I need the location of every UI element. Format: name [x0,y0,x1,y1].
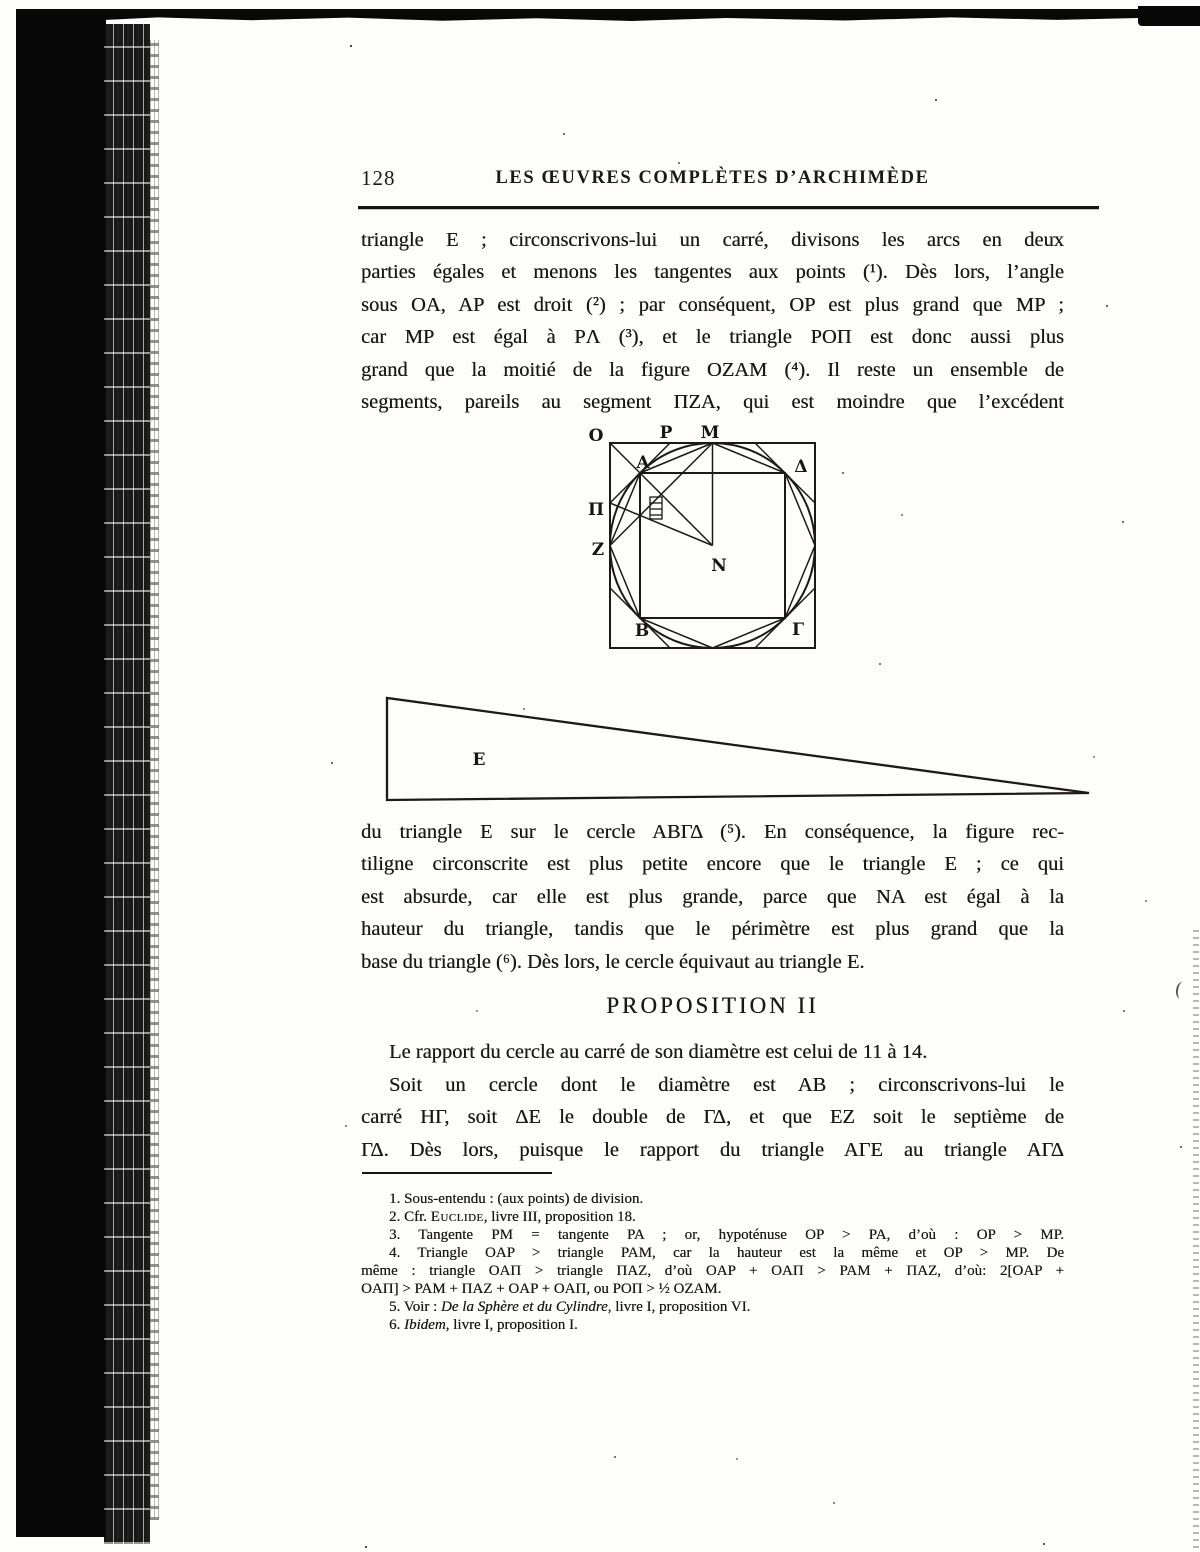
footnote-line: OAΠ] > PAM + ΠAZ + OAP + OAΠ, ou POΠ > ½ OZAM. [361,1281,722,1297]
footnote-separator-rule [362,1172,552,1174]
body-text-line: est absurde, car elle est plus grande, parce que NA est égal à la [361,886,1064,908]
footnote-line: 1. Sous-entendu : (aux points) de division. [389,1191,644,1207]
point-label-A: A [636,453,650,473]
footnote-line: 4. Triangle OAP > triangle PAM, car la hauteur est la même et OP > MP. De [389,1245,1064,1261]
circle-square-figure [582,425,832,665]
header-rule [358,206,1099,209]
footnote-text: 5. Voir : [389,1299,441,1315]
body-text-line: carré HΓ, soit ΔE le double de ΓΔ, et que EZ soit le septième de [361,1106,1064,1128]
body-text-line: sous OA, AP est droit (²) ; par conséquent, OP est plus grand que MP ; [361,294,1064,316]
right-edge-scan-artifact [1193,930,1199,1548]
scan-squiggle-mark [1175,981,1188,999]
footnote-line [361,1298,1064,1317]
footnote-smallcaps: Euclide [430,1209,484,1225]
footnote-text: , livre I, proposition I. [445,1317,578,1333]
point-label-P: P [659,425,673,443]
body-text-line: car MP est égal à PΛ (³), et le triangle POΠ est donc aussi plus [361,326,1064,348]
running-header: LES ŒUVRES COMPLÈTES D’ARCHIMÈDE [495,168,930,188]
point-label-Delta: Δ [794,457,808,477]
body-text-line: Soit un cercle dont le diamètre est AB ; circonscrivons-lui le [389,1074,1064,1096]
point-label-M: M [700,425,720,443]
body-text-line: base du triangle (⁶). Dès lors, le cercle équivaut au triangle E. [361,951,865,973]
left-binding-dotted-edge [150,40,159,1520]
point-label-Pi: Π [587,500,605,520]
point-label-O: O [588,426,604,446]
point-label-B: B [634,621,650,641]
footnote-text: , livre III, proposition 18. [483,1209,636,1225]
triangle-outline [387,698,1089,800]
body-text-line: ΓΔ. Dès lors, puisque le rapport du triangle AΓE au triangle AΓΔ [361,1139,1064,1161]
footnote-text: , livre I, proposition VI. [607,1299,751,1315]
point-label-Gamma: Γ [791,620,805,640]
triangle-label-E: E [472,750,486,770]
left-binding-streaks [104,24,150,1544]
body-text-line: segments, pareils au segment ΠZA, qui est moindre que l’excédent [361,391,1064,413]
triangle-E-figure [383,690,1093,805]
body-text-line: Le rapport du cercle au carré de son diamètre est celui de 11 à 14. [389,1041,928,1063]
body-text-line: parties égales et menons les tangentes aux points (¹). Dès lors, l’angle [361,261,1064,283]
page-number: 128 [361,166,396,190]
top-scan-edge [16,9,1200,23]
scan-speckles [0,0,2,2]
left-binding-black-band [16,11,106,1537]
footnote-text: 2. Cfr. [389,1209,431,1225]
footnote-line [361,1316,1064,1335]
footnote-italic-title: De la Sphère et du Cylindre [440,1299,608,1315]
footnote-italic-title: Ibidem [404,1317,446,1333]
top-right-scan-blob [1138,6,1200,26]
footnote-line [361,1208,1064,1227]
point-label-N: N [711,556,727,576]
footnote-text: 6. [389,1317,404,1333]
body-text-line: triangle E ; circonscrivons-lui un carré, divisons les arcs en deux [361,229,1064,251]
footnote-line: même : triangle OAΠ > triangle ΠAZ, d’où OAP + OAΠ > PAM + ΠAZ, d’où: 2[OAP + [361,1263,1064,1279]
body-text-line: du triangle E sur le cercle ABΓΔ (⁵). En conséquence, la figure rec- [361,821,1064,843]
body-text-line: tiligne circonscrite est plus petite encore que le triangle E ; ce qui [361,853,1064,875]
body-text-line: hauteur du triangle, tandis que le périmètre est plus grand que la [361,918,1064,940]
proposition-heading: PROPOSITION II [606,993,819,1018]
footnote-line: 3. Tangente PM = tangente PA ; or, hypoténuse OP > PA, d’où : OP > MP. [389,1227,1064,1243]
point-label-Z: Z [591,540,605,560]
body-text-line: grand que la moitié de la figure OZAM (⁴). Il reste un ensemble de [361,359,1064,381]
